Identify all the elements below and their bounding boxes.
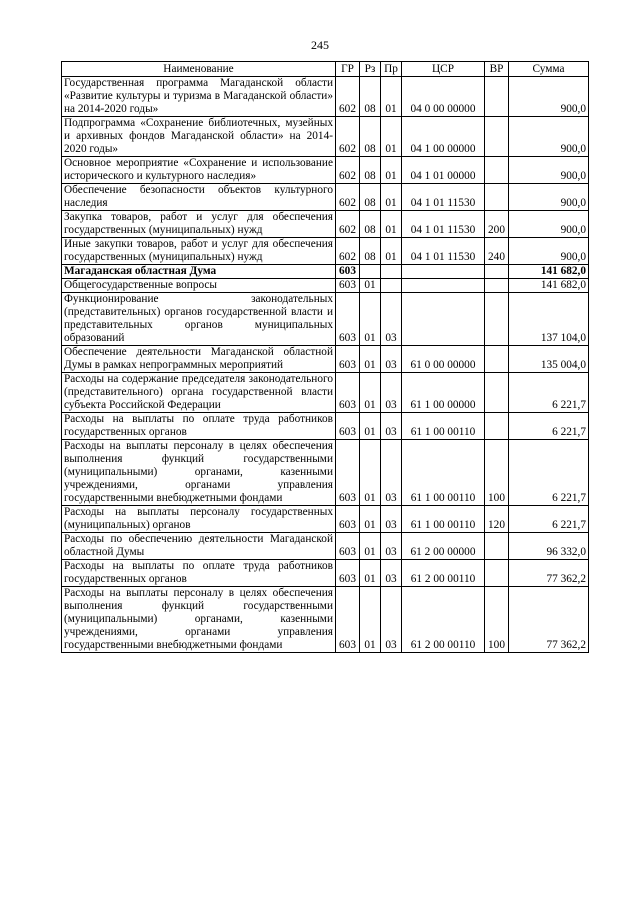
cell-rz: 08 bbox=[360, 157, 381, 184]
cell-sum: 77 362,2 bbox=[509, 560, 589, 587]
cell-csr bbox=[402, 279, 485, 293]
cell-gr: 602 bbox=[336, 211, 360, 238]
cell-vr bbox=[485, 373, 509, 413]
cell-pr: 03 bbox=[381, 413, 402, 440]
table-row bbox=[62, 157, 589, 184]
cell-sum: 900,0 bbox=[509, 238, 589, 265]
cell-gr: 603 bbox=[336, 587, 360, 653]
cell-csr bbox=[402, 265, 485, 279]
cell-vr: 200 bbox=[485, 211, 509, 238]
header-gr: ГР bbox=[336, 62, 360, 77]
cell-vr bbox=[485, 533, 509, 560]
budget-table bbox=[61, 61, 589, 653]
cell-name: Расходы на выплаты по оплате труда работников государственных органов bbox=[62, 560, 336, 587]
cell-vr bbox=[485, 293, 509, 346]
cell-csr: 61 2 00 00110 bbox=[402, 587, 485, 653]
cell-vr bbox=[485, 346, 509, 373]
cell-gr: 603 bbox=[336, 293, 360, 346]
cell-name: Расходы на выплаты персоналу государственных (муниципальных) органов bbox=[62, 506, 336, 533]
cell-name: Государственная программа Магаданской области «Развитие культуры и туризма в Магаданской области» на 2014-2020 годы» bbox=[62, 77, 336, 117]
cell-pr bbox=[381, 265, 402, 279]
cell-gr: 603 bbox=[336, 440, 360, 506]
cell-pr bbox=[381, 279, 402, 293]
cell-rz: 01 bbox=[360, 440, 381, 506]
cell-pr: 03 bbox=[381, 560, 402, 587]
table-row bbox=[62, 238, 589, 265]
cell-pr: 03 bbox=[381, 506, 402, 533]
cell-csr: 04 1 01 00000 bbox=[402, 157, 485, 184]
cell-pr: 03 bbox=[381, 293, 402, 346]
cell-gr: 602 bbox=[336, 77, 360, 117]
header-pr: Пр bbox=[381, 62, 402, 77]
cell-vr bbox=[485, 265, 509, 279]
cell-sum: 141 682,0 bbox=[509, 265, 589, 279]
cell-gr: 603 bbox=[336, 373, 360, 413]
cell-csr: 61 0 00 00000 bbox=[402, 346, 485, 373]
cell-name: Обеспечение деятельности Магаданской областной Думы в рамках непрограммных мероприятий bbox=[62, 346, 336, 373]
table-row bbox=[62, 346, 589, 373]
cell-sum: 96 332,0 bbox=[509, 533, 589, 560]
table-body bbox=[62, 77, 589, 653]
cell-name: Общегосударственные вопросы bbox=[62, 279, 336, 293]
cell-rz: 01 bbox=[360, 373, 381, 413]
table-row bbox=[62, 279, 589, 293]
cell-csr bbox=[402, 293, 485, 346]
table-row bbox=[62, 440, 589, 506]
cell-rz: 01 bbox=[360, 279, 381, 293]
cell-sum: 6 221,7 bbox=[509, 373, 589, 413]
cell-gr: 602 bbox=[336, 184, 360, 211]
cell-pr: 01 bbox=[381, 157, 402, 184]
table-row bbox=[62, 265, 589, 279]
cell-gr: 602 bbox=[336, 157, 360, 184]
table-row bbox=[62, 211, 589, 238]
cell-pr: 01 bbox=[381, 77, 402, 117]
cell-pr: 03 bbox=[381, 440, 402, 506]
cell-vr: 120 bbox=[485, 506, 509, 533]
cell-name: Расходы на выплаты по оплате труда работников государственных органов bbox=[62, 413, 336, 440]
cell-sum: 141 682,0 bbox=[509, 279, 589, 293]
page-number: 245 bbox=[311, 38, 329, 52]
cell-rz: 01 bbox=[360, 413, 381, 440]
cell-csr: 04 1 01 11530 bbox=[402, 211, 485, 238]
header-csr: ЦСР bbox=[402, 62, 485, 77]
cell-csr: 04 1 01 11530 bbox=[402, 238, 485, 265]
cell-pr: 03 bbox=[381, 373, 402, 413]
cell-gr: 603 bbox=[336, 413, 360, 440]
cell-rz bbox=[360, 265, 381, 279]
cell-vr bbox=[485, 279, 509, 293]
cell-name: Магаданская областная Дума bbox=[62, 265, 336, 279]
cell-name: Расходы на выплаты персоналу в целях обеспечения выполнения функций государственными (муниципальными) органами, казенными учреждениями, органами управления государственными внебюджетными фондами bbox=[62, 440, 336, 506]
cell-gr: 603 bbox=[336, 506, 360, 533]
cell-sum: 6 221,7 bbox=[509, 413, 589, 440]
table-row bbox=[62, 184, 589, 211]
cell-gr: 603 bbox=[336, 346, 360, 373]
cell-name: Обеспечение безопасности объектов культурного наследия bbox=[62, 184, 336, 211]
cell-vr: 100 bbox=[485, 587, 509, 653]
cell-pr: 01 bbox=[381, 238, 402, 265]
cell-rz: 01 bbox=[360, 560, 381, 587]
cell-rz: 08 bbox=[360, 238, 381, 265]
header-rz: Рз bbox=[360, 62, 381, 77]
cell-gr: 602 bbox=[336, 117, 360, 157]
cell-csr: 61 2 00 00000 bbox=[402, 533, 485, 560]
table-row bbox=[62, 587, 589, 653]
cell-gr: 603 bbox=[336, 560, 360, 587]
cell-sum: 900,0 bbox=[509, 117, 589, 157]
cell-pr: 03 bbox=[381, 587, 402, 653]
cell-rz: 08 bbox=[360, 184, 381, 211]
cell-rz: 01 bbox=[360, 506, 381, 533]
cell-csr: 61 1 00 00110 bbox=[402, 413, 485, 440]
cell-name: Иные закупки товаров, работ и услуг для обеспечения государственных (муниципальных) нужд bbox=[62, 238, 336, 265]
cell-csr: 61 1 00 00110 bbox=[402, 506, 485, 533]
cell-rz: 01 bbox=[360, 533, 381, 560]
cell-vr bbox=[485, 117, 509, 157]
cell-pr: 01 bbox=[381, 211, 402, 238]
cell-pr: 01 bbox=[381, 184, 402, 211]
cell-rz: 08 bbox=[360, 77, 381, 117]
cell-sum: 135 004,0 bbox=[509, 346, 589, 373]
cell-sum: 6 221,7 bbox=[509, 440, 589, 506]
cell-vr bbox=[485, 560, 509, 587]
table-row bbox=[62, 77, 589, 117]
cell-sum: 900,0 bbox=[509, 157, 589, 184]
table-row bbox=[62, 293, 589, 346]
cell-name: Расходы по обеспечению деятельности Магаданской областной Думы bbox=[62, 533, 336, 560]
cell-vr bbox=[485, 413, 509, 440]
cell-gr: 603 bbox=[336, 265, 360, 279]
table-row bbox=[62, 506, 589, 533]
table-row bbox=[62, 533, 589, 560]
cell-name: Функционирование законодательных (представительных) органов государственной власти и представительных органов муниципальных образований bbox=[62, 293, 336, 346]
cell-pr: 03 bbox=[381, 346, 402, 373]
cell-sum: 6 221,7 bbox=[509, 506, 589, 533]
cell-gr: 602 bbox=[336, 238, 360, 265]
cell-name: Подпрограмма «Сохранение библиотечных, музейных и архивных фондов Магаданской области» на 2014-2020 годы» bbox=[62, 117, 336, 157]
cell-pr: 03 bbox=[381, 533, 402, 560]
cell-gr: 603 bbox=[336, 533, 360, 560]
table-row bbox=[62, 117, 589, 157]
cell-vr bbox=[485, 184, 509, 211]
cell-rz: 08 bbox=[360, 117, 381, 157]
cell-csr: 61 1 00 00000 bbox=[402, 373, 485, 413]
cell-pr: 01 bbox=[381, 117, 402, 157]
cell-rz: 01 bbox=[360, 587, 381, 653]
cell-rz: 08 bbox=[360, 211, 381, 238]
table-row bbox=[62, 413, 589, 440]
cell-sum: 77 362,2 bbox=[509, 587, 589, 653]
cell-sum: 900,0 bbox=[509, 77, 589, 117]
cell-csr: 61 1 00 00110 bbox=[402, 440, 485, 506]
header-sum: Сумма bbox=[509, 62, 589, 77]
cell-rz: 01 bbox=[360, 293, 381, 346]
cell-csr: 04 0 00 00000 bbox=[402, 77, 485, 117]
header-name: Наименование bbox=[62, 62, 336, 77]
cell-gr: 603 bbox=[336, 279, 360, 293]
cell-vr: 240 bbox=[485, 238, 509, 265]
cell-name: Закупка товаров, работ и услуг для обеспечения государственных (муниципальных) нужд bbox=[62, 211, 336, 238]
table-row bbox=[62, 560, 589, 587]
cell-sum: 900,0 bbox=[509, 184, 589, 211]
cell-csr: 04 1 00 00000 bbox=[402, 117, 485, 157]
cell-name: Расходы на содержание председателя законодательного (представительного) органа государственной власти субъекта Российской Федерации bbox=[62, 373, 336, 413]
cell-name: Основное мероприятие «Сохранение и использование исторического и культурного наследия» bbox=[62, 157, 336, 184]
cell-sum: 137 104,0 bbox=[509, 293, 589, 346]
cell-vr: 100 bbox=[485, 440, 509, 506]
cell-csr: 04 1 01 11530 bbox=[402, 184, 485, 211]
table-header bbox=[62, 62, 589, 77]
cell-vr bbox=[485, 157, 509, 184]
cell-vr bbox=[485, 77, 509, 117]
table-row bbox=[62, 373, 589, 413]
cell-sum: 900,0 bbox=[509, 211, 589, 238]
cell-csr: 61 2 00 00110 bbox=[402, 560, 485, 587]
cell-name: Расходы на выплаты персоналу в целях обеспечения выполнения функций государственными (муниципальными) органами, казенными учреждениями, органами управления государственными внебюджетными фондами bbox=[62, 587, 336, 653]
cell-rz: 01 bbox=[360, 346, 381, 373]
header-vr: ВР bbox=[485, 62, 509, 77]
